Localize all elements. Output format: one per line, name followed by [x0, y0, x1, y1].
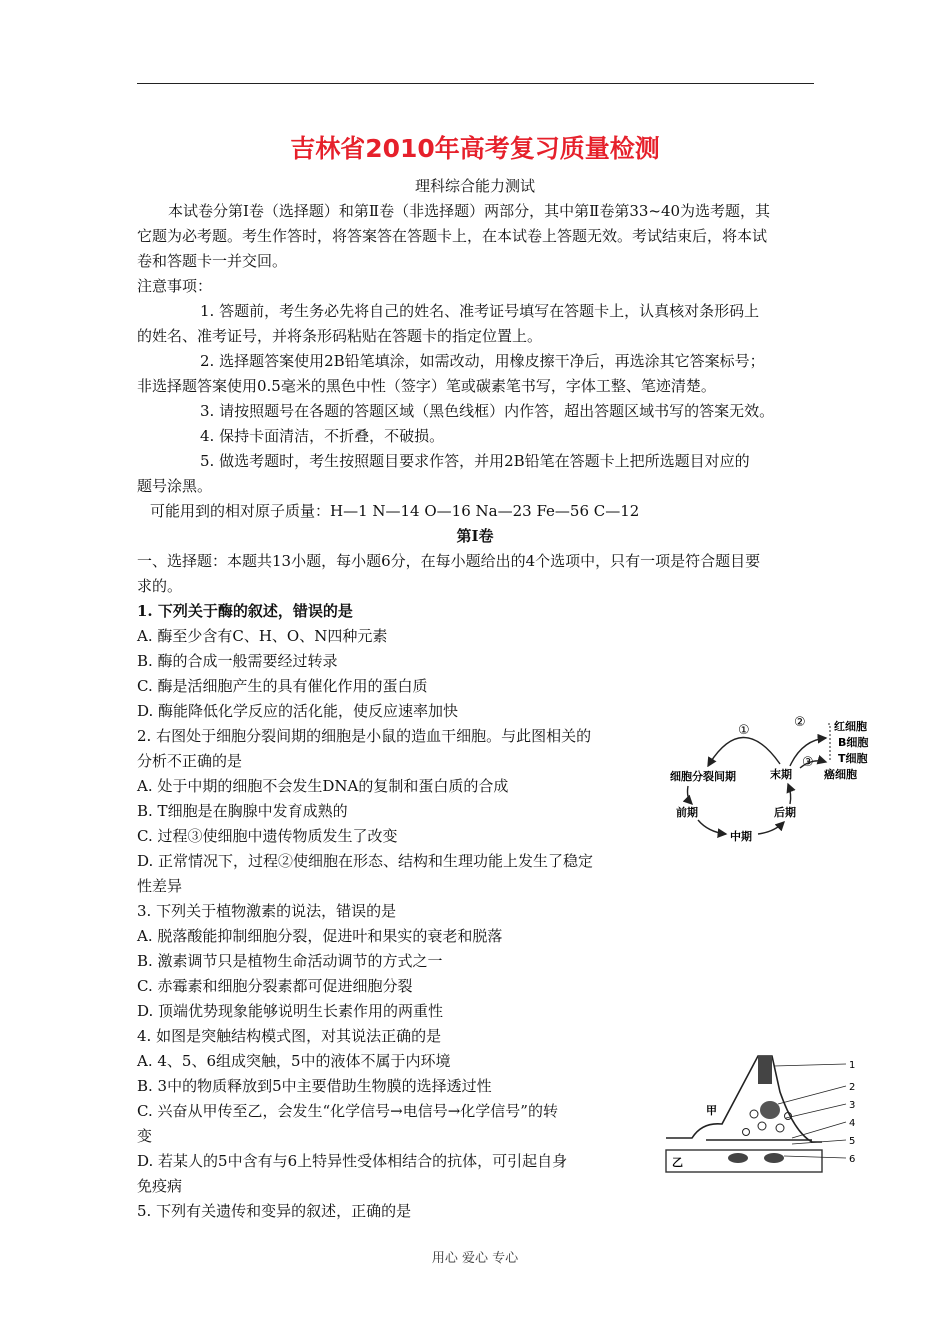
intro-line: 本试卷分第Ⅰ卷（选择题）和第Ⅱ卷（非选择题）两部分，其中第Ⅱ卷第33~40为选考题，其 — [168, 202, 771, 220]
notice-heading: 注意事项： — [137, 277, 213, 295]
atomic-mass-line: 可能用到的相对原子质量：H—1 N—14 O—16 Na—23 Fe—56 C—12 — [150, 502, 640, 520]
axon — [758, 1056, 772, 1084]
option-line: A. 酶至少含有C、H、O、N四种元素 — [137, 627, 388, 645]
notice-line: 非选择题答案使用0.5毫米的黑色中性（签字）笔或碳素笔书写，字体工整、笔迹清楚。 — [137, 377, 716, 395]
metaphase-label: 中期 — [730, 830, 752, 843]
leader-line — [786, 1104, 846, 1118]
option-line: C. 兴奋从甲传至乙，会发生“化学信号→电信号→化学信号”的转 — [137, 1102, 558, 1120]
receptor — [728, 1153, 748, 1163]
jia-label: 甲 — [706, 1104, 717, 1117]
red-cell-label: 红细胞 — [834, 720, 867, 733]
top-rule — [137, 83, 814, 84]
process-3-marker: ③ — [802, 755, 814, 770]
notice-line: 2. 选择题答案使用2B铅笔填涂，如需改动，用橡皮擦干净后，再选涂其它答案标号； — [200, 352, 765, 370]
label-4: 4 — [849, 1118, 856, 1129]
option-line: A. 4、5、6组成突触，5中的液体不属于内环境 — [137, 1052, 451, 1070]
intro-line: 卷和答题卡一并交回。 — [137, 252, 288, 270]
label-3: 3 — [849, 1100, 856, 1111]
option-line: A. 脱落酸能抑制细胞分裂，促进叶和果实的衰老和脱落 — [137, 927, 503, 945]
notice-line: 4. 保持卡面清洁，不折叠，不破损。 — [200, 427, 445, 445]
subtitle: 理科综合能力测试 — [414, 177, 535, 195]
intro-line: 它题为必考题。考生作答时，将答案答在答题卡上，在本试卷上答题无效。考试结束后，将本试 — [137, 227, 768, 245]
question-3: 3. 下列关于植物激素的说法，错误的是 — [137, 902, 397, 920]
label-2: 2 — [849, 1082, 856, 1093]
question-2-cont: 分析不正确的是 — [137, 752, 243, 770]
label-1: 1 — [849, 1060, 856, 1071]
option-line: 变 — [137, 1127, 153, 1145]
arrow-metaphase-anaphase — [758, 822, 784, 834]
vesicle — [776, 1124, 784, 1132]
t-cell-label: T细胞 — [838, 752, 868, 765]
anaphase-label: 后期 — [774, 806, 796, 819]
leader-line — [774, 1064, 846, 1066]
vesicle — [743, 1129, 750, 1136]
notice-line: 的姓名、准考证号，并将条形码粘贴在答题卡的指定位置上。 — [137, 327, 543, 345]
section-desc: 求的。 — [137, 577, 183, 595]
arrow-interphase-prophase — [688, 786, 693, 804]
bracket — [828, 724, 830, 760]
vesicle — [758, 1122, 766, 1130]
option-line: 性差异 — [137, 877, 183, 895]
option-line: C. 过程③使细胞中遗传物质发生了改变 — [137, 827, 398, 845]
label-5: 5 — [849, 1136, 856, 1147]
telophase-label: 末期 — [770, 768, 792, 781]
option-line: A. 处于中期的细胞不会发生DNA的复制和蛋白质的合成 — [137, 777, 509, 795]
arrow-prophase-metaphase — [698, 820, 726, 834]
notice-line: 3. 请按照题号在各题的答题区域（黑色线框）内作答，超出答题区域书写的答案无效。 — [200, 402, 775, 420]
leader-line — [778, 1086, 846, 1104]
mitochondrion — [760, 1101, 780, 1119]
question-4: 4. 如图是突触结构模式图，对其说法正确的是 — [137, 1027, 442, 1045]
question-1: 1. 下列关于酶的叙述，错误的是 — [137, 602, 353, 620]
notice-line: 5. 做选考题时，考生按照题目要求作答，并用2B铅笔在答题卡上把所选题目对应的 — [200, 452, 750, 470]
option-line: C. 赤霉素和细胞分裂素都可促进细胞分裂 — [137, 977, 413, 995]
page-title: 吉林省2010年高考复习质量检测 — [290, 134, 660, 163]
receptor — [764, 1153, 784, 1163]
section-desc: 一、选择题：本题共13小题，每小题6分，在每小题给出的4个选项中，只有一项是符合题目要 — [137, 552, 761, 570]
vesicle — [750, 1110, 758, 1118]
label-6: 6 — [849, 1154, 856, 1165]
option-line: D. 正常情况下，过程②使细胞在形态、结构和生理功能上发生了稳定 — [137, 852, 594, 870]
yi-label: 乙 — [672, 1156, 683, 1169]
option-line: B. T细胞是在胸腺中发育成熟的 — [137, 802, 348, 820]
section-title: 第Ⅰ卷 — [456, 527, 494, 545]
option-line: D. 顶端优势现象能够说明生长素作用的两重性 — [137, 1002, 444, 1020]
prophase-label: 前期 — [676, 806, 698, 819]
option-line: B. 3中的物质释放到5中主要借助生物膜的选择透过性 — [137, 1077, 492, 1095]
process-2-marker: ② — [794, 715, 806, 730]
process-1-marker: ① — [738, 723, 750, 738]
option-line: 免疫病 — [137, 1177, 183, 1195]
arrow-1 — [708, 737, 780, 766]
cell-cycle-figure — [662, 712, 878, 844]
option-line: B. 酶的合成一般需要经过转录 — [137, 652, 338, 670]
notice-line: 题号涂黑。 — [137, 477, 213, 495]
question-5: 5. 下列有关遗传和变异的叙述，正确的是 — [137, 1202, 412, 1220]
leader-line — [784, 1156, 846, 1158]
leader-line — [792, 1122, 846, 1138]
option-line: C. 酶是活细胞产生的具有催化作用的蛋白质 — [137, 677, 428, 695]
b-cell-label: B细胞 — [838, 736, 869, 749]
notice-line: 1. 答题前，考生务必先将自己的姓名、准考证号填写在答题卡上，认真核对条形码上 — [200, 302, 760, 320]
interphase-label: 细胞分裂间期 — [670, 770, 736, 783]
option-line: D. 酶能降低化学反应的活化能，使反应速率加快 — [137, 702, 459, 720]
cancer-cell-label: 癌细胞 — [824, 768, 857, 781]
question-2: 2. 右图处于细胞分裂间期的细胞是小鼠的造血干细胞。与此图相关的 — [137, 727, 592, 745]
arrow-anaphase-telophase — [788, 784, 791, 804]
synapse-figure — [662, 1042, 862, 1176]
page-footer: 用心 爱心 专心 — [431, 1251, 519, 1266]
option-line: B. 激素调节只是植物生命活动调节的方式之一 — [137, 952, 443, 970]
option-line: D. 若某人的5中含有与6上特异性受体相结合的抗体，可引起自身 — [137, 1152, 568, 1170]
